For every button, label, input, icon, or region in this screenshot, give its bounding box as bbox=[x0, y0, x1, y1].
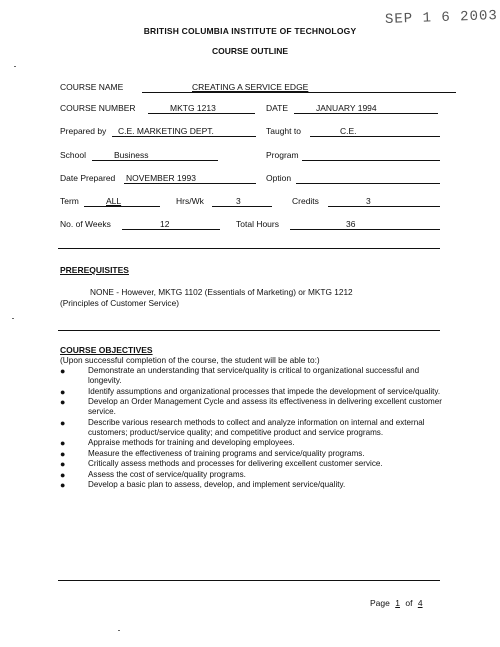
course-number-label: COURSE NUMBER bbox=[60, 103, 136, 113]
program-label: Program bbox=[266, 150, 299, 160]
date-prepared-label: Date Prepared bbox=[60, 173, 116, 183]
objectives-list bbox=[60, 366, 446, 491]
weeks-label: No. of Weeks bbox=[60, 219, 111, 229]
option-field bbox=[296, 173, 440, 184]
objectives-intro: (Upon successful completion of the course, the student will be able to:) bbox=[60, 355, 320, 365]
objective-text: Measure the effectiveness of training programs and service/quality programs. bbox=[88, 448, 365, 458]
bullet-icon: ● bbox=[60, 469, 66, 480]
date-field bbox=[294, 103, 438, 114]
scan-speck bbox=[12, 318, 14, 319]
scan-speck bbox=[118, 630, 120, 631]
list-item bbox=[60, 397, 446, 417]
school-value: Business bbox=[114, 150, 149, 160]
taught-to-label: Taught to bbox=[266, 126, 301, 136]
date-value: JANUARY 1994 bbox=[316, 103, 377, 113]
footer-divider bbox=[58, 580, 440, 581]
document-title: COURSE OUTLINE bbox=[211, 46, 289, 56]
bullet-icon: ● bbox=[60, 459, 66, 469]
weeks-value: 12 bbox=[160, 219, 170, 229]
prepared-by-label: Prepared by bbox=[60, 126, 107, 136]
taught-to-field bbox=[310, 126, 440, 137]
course-name-label: COURSE NAME bbox=[60, 82, 124, 92]
program-field bbox=[302, 150, 440, 161]
scan-speck bbox=[14, 66, 16, 67]
list-item bbox=[60, 470, 446, 480]
term-label: Term bbox=[60, 196, 79, 206]
term-value: ALL bbox=[106, 196, 122, 206]
list-item bbox=[60, 387, 446, 397]
bullet-icon: ● bbox=[60, 438, 66, 448]
course-number-field bbox=[148, 103, 255, 114]
section-divider bbox=[58, 248, 440, 249]
school-field bbox=[92, 150, 218, 161]
of-label: of bbox=[405, 598, 413, 608]
list-item bbox=[60, 459, 446, 469]
school-label: School bbox=[60, 150, 86, 160]
objective-text: Demonstrate an understanding that service/quality is critical to organizational successful and longevity. bbox=[88, 366, 420, 385]
course-name-value: CREATING A SERVICE EDGE bbox=[192, 82, 309, 92]
date-prepared-value: NOVEMBER 1993 bbox=[126, 173, 196, 183]
prerequisites-heading: PREREQUISITES bbox=[60, 265, 129, 275]
received-date-stamp: SEP 1 6 2003 bbox=[384, 8, 499, 28]
weeks-field bbox=[122, 219, 220, 230]
bullet-icon: ● bbox=[60, 448, 66, 459]
credits-label: Credits bbox=[292, 196, 319, 206]
objective-text: Critically assess methods and processes for delivering excellent customer service. bbox=[88, 459, 383, 468]
bullet-icon: ● bbox=[60, 397, 66, 407]
list-item bbox=[60, 366, 446, 386]
list-item bbox=[60, 449, 446, 459]
prerequisites-line-1: NONE - However, MKTG 1102 (Essentials of Marketing) or MKTG 1212 bbox=[90, 287, 353, 297]
hrs-wk-field bbox=[212, 196, 272, 207]
term-field bbox=[84, 196, 160, 207]
option-label: Option bbox=[266, 173, 292, 183]
objective-text: Appraise methods for training and developing employees. bbox=[88, 438, 295, 447]
hrs-wk-value: 3 bbox=[236, 196, 241, 206]
date-label: DATE bbox=[266, 103, 289, 113]
total-hours-field bbox=[290, 219, 440, 230]
total-pages: 4 bbox=[417, 598, 423, 608]
prepared-by-value: C.E. MARKETING DEPT. bbox=[118, 126, 214, 136]
prepared-by-field bbox=[112, 126, 256, 137]
bullet-icon: ● bbox=[60, 366, 66, 376]
course-name-field bbox=[142, 82, 456, 93]
total-hours-label: Total Hours bbox=[236, 219, 279, 229]
list-item bbox=[60, 480, 446, 490]
objective-text: Describe various research methods to collect and analyze information on internal and external customers; product/service quality; and competitive product and service programs. bbox=[88, 417, 425, 437]
current-page: 1 bbox=[395, 598, 400, 608]
page-number bbox=[370, 598, 426, 608]
list-item bbox=[60, 418, 446, 438]
total-hours-value: 36 bbox=[346, 219, 356, 229]
institution-name: BRITISH COLUMBIA INSTITUTE OF TECHNOLOGY bbox=[143, 26, 357, 36]
objective-text: Develop an Order Management Cycle and assess its effectiveness in delivering excellent customer service. bbox=[88, 397, 442, 416]
course-number-value: MKTG 1213 bbox=[170, 103, 216, 113]
page-label: Page bbox=[370, 598, 390, 608]
section-divider bbox=[58, 330, 440, 331]
bullet-icon: ● bbox=[60, 386, 66, 397]
objective-text: Develop a basic plan to assess, develop, and implement service/quality. bbox=[88, 480, 346, 489]
date-prepared-field bbox=[124, 173, 256, 184]
prerequisites-line-2: (Principles of Customer Service) bbox=[60, 298, 179, 308]
credits-value: 3 bbox=[366, 196, 371, 206]
objectives-heading: COURSE OBJECTIVES bbox=[60, 345, 153, 355]
list-item bbox=[60, 438, 446, 448]
taught-to-value: C.E. bbox=[340, 126, 357, 136]
bullet-icon: ● bbox=[60, 417, 66, 428]
credits-field bbox=[328, 196, 440, 207]
hrs-wk-label: Hrs/Wk bbox=[176, 196, 204, 206]
objective-text: Identify assumptions and organizational processes that impede the development of service/quality. bbox=[88, 386, 441, 396]
bullet-icon: ● bbox=[60, 480, 66, 490]
objective-text: Assess the cost of service/quality programs. bbox=[88, 469, 246, 479]
